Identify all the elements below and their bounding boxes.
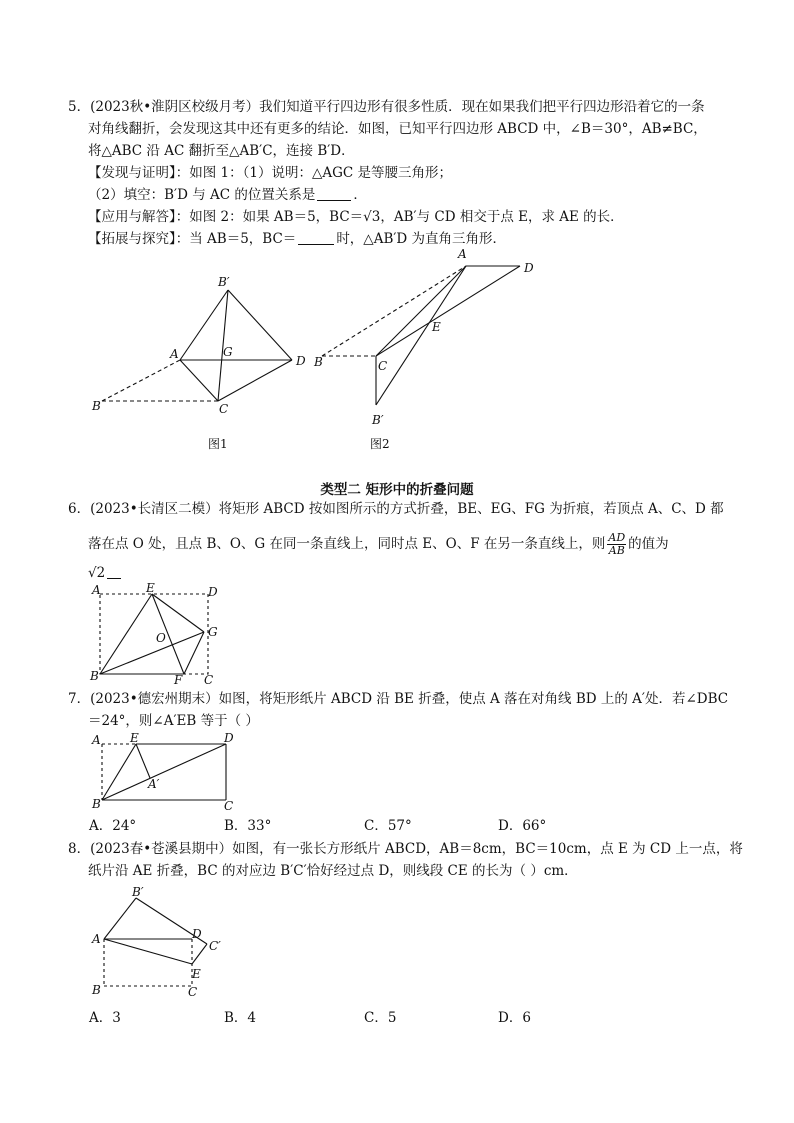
q8-text-1: (2023春•苍溪县期中）如图，有一张长方形纸片 ABCD，AB＝8cm，BC＝10cm，点 E 为 CD 上一点，将 (90, 841, 743, 857)
q5-line-6: 【应用与解答】：如图 2：如果 AB＝5，BC＝√3，AB′与 CD 相交于点 E，求 AE 的长． (88, 209, 624, 225)
q6-label-o: O (156, 631, 166, 645)
q6-label-g: G (208, 625, 218, 639)
q7-edge-bd (102, 744, 226, 800)
q7-edge-eap (136, 744, 150, 778)
q7-option-c[interactable]: C．57° (364, 818, 412, 834)
q6-number: 6． (68, 501, 91, 517)
fig1-edge-dc (218, 360, 292, 401)
q6-label-c: C (204, 673, 214, 687)
fig2-caption: 图2 (370, 437, 390, 451)
q8-edge-ecp (192, 944, 207, 964)
q7-label-c: C (224, 799, 234, 813)
q5-number: 5． (68, 99, 91, 115)
q8-option-d[interactable]: D．6 (498, 1010, 531, 1026)
q8-label-a: A (92, 932, 101, 946)
q6-fraction-denominator: AB (608, 544, 625, 557)
q5-text-1: (2023秋•淮阴区校级月考）我们知道平行四边形有很多性质．现在如果我们把平行四边形沿着它的一条 (90, 99, 705, 115)
q7-figure (88, 732, 248, 814)
q8-label-e: E (192, 967, 201, 981)
q7-option-a[interactable]: A．24° (89, 818, 137, 834)
q7-label-e: E (130, 731, 139, 745)
q6-rect-dashed (100, 594, 208, 674)
q6-line-1 (68, 498, 724, 520)
q8-option-c[interactable]: C．5 (364, 1010, 397, 1026)
q6-label-d: D (208, 585, 218, 599)
q5-text-5b: ． (353, 187, 367, 203)
q7-text-1: (2023•德宏州期末）如图，将矩形纸片 ABCD 沿 BE 折叠，使点 A 落在对角线 BD 上的 A′处．若∠DBC (90, 691, 729, 707)
q5-line-3: 将△ABC 沿 AC 翻折至△AB′C，连接 B′D． (88, 143, 355, 159)
q6-answer-blank (107, 564, 121, 579)
q6-text-2a: 落在点 O 处，且点 B、O、G 在同一条直线上，同时点 E、O、F 在另一条直线上，则 (88, 536, 606, 552)
q6-label-b: B (90, 669, 99, 683)
fig1-label-c: C (219, 402, 229, 416)
fig1-label-bp: B′ (218, 275, 230, 289)
fig2-edge-ba (322, 266, 466, 356)
q8-label-d: D (192, 927, 202, 941)
q8-figure (88, 882, 248, 1004)
fig1-label-g: G (223, 345, 233, 359)
fig1-edge-bpa (180, 290, 228, 360)
q8-line-1 (68, 838, 743, 860)
q5-text-7b: 时，△AB′D 为直角三角形． (336, 231, 507, 247)
q8-option-b[interactable]: B．4 (224, 1010, 257, 1026)
q7-label-b: B (92, 797, 101, 811)
q6-answer-line (88, 562, 123, 584)
q6-figure (88, 581, 248, 687)
fig2-label-bp: B′ (372, 413, 384, 427)
q5-text-7a: 【拓展与探究】：当 AB＝5，BC＝ (88, 231, 297, 247)
q6-label-f: F (174, 673, 183, 687)
fig1-label-d: D (296, 354, 306, 368)
fig2-label-d: D (524, 261, 534, 275)
q5-figure-2 (312, 247, 552, 460)
q5-text-5a: （2）填空：B′D 与 AC 的位置关系是 (88, 187, 316, 203)
q7-edge-be (102, 744, 136, 800)
fig2-label-b: B (314, 355, 323, 369)
q7-line-2: ＝24°，则∠A′EB 等于（ ） (88, 713, 259, 729)
q6-label-a: A (92, 583, 101, 597)
section-heading: 类型二 矩形中的折叠问题 (320, 482, 474, 498)
q6-text-1: (2023•长清区二模）将矩形 ABCD 按如图所示的方式折叠，BE、EG、FG 为折痕，若顶点 A、C、D 都 (90, 501, 724, 517)
q5-line-1 (68, 96, 705, 118)
q5-figure-1 (90, 268, 320, 458)
fig1-label-b: B (92, 399, 101, 413)
q5-line-2: 对角线翻折，会发现这其中还有更多的结论．如图，已知平行四边形 ABCD 中，∠B＝30°，AB≠BC， (88, 121, 707, 137)
q6-fraction-numerator: AD (608, 531, 626, 544)
fig2-edge-ac (376, 266, 466, 356)
q7-label-a: A (92, 733, 101, 747)
q8-edge-bpa (104, 898, 136, 939)
q8-label-c: C (188, 985, 198, 999)
fig2-edge-dc (376, 266, 520, 356)
q5-answer-blank-2 (298, 230, 334, 245)
q6-answer: √2 (88, 565, 106, 581)
q8-number: 8． (68, 841, 91, 857)
q8-line-2: 纸片沿 AE 折叠，BC 的对应边 B′C′恰好经过点 D，则线段 CE 的长为（ ）cm． (88, 863, 578, 879)
q7-line-1 (68, 688, 728, 710)
q8-label-bp: B′ (132, 885, 144, 899)
q8-label-cp: C′ (209, 939, 221, 953)
q6-edge-eb (100, 594, 152, 674)
q8-label-b: B (92, 983, 101, 997)
q8-edge-ae (104, 939, 192, 964)
q5-answer-blank-1 (317, 186, 351, 201)
fig1-edge-ba (102, 360, 180, 401)
q7-option-d[interactable]: D．66° (498, 818, 547, 834)
q8-option-a[interactable]: A．3 (89, 1010, 121, 1026)
fig2-label-a: A (458, 247, 467, 261)
q6-line-2 (88, 532, 669, 557)
q7-option-b[interactable]: B．33° (224, 818, 272, 834)
fig1-label-a: A (170, 347, 179, 361)
fig1-caption: 图1 (208, 437, 228, 451)
fig2-edge-abp (376, 266, 466, 405)
q5-line-5 (88, 184, 367, 206)
q6-edge-bg (100, 632, 204, 674)
q7-label-d: D (224, 731, 234, 745)
q5-line-4: 【发现与证明】：如图 1：（1）说明：△AGC 是等腰三角形； (88, 165, 453, 181)
q6-fraction (607, 532, 626, 557)
fig1-edge-bpd (228, 290, 292, 360)
q7-label-ap: A′ (148, 777, 160, 791)
fig2-label-c: C (378, 359, 388, 373)
q6-text-2b: 的值为 (628, 536, 669, 552)
q7-number: 7． (68, 691, 91, 707)
fig1-edge-ac (180, 360, 218, 401)
q6-label-e: E (146, 581, 155, 595)
fig2-label-e: E (432, 320, 441, 334)
q5-line-7 (88, 228, 506, 250)
